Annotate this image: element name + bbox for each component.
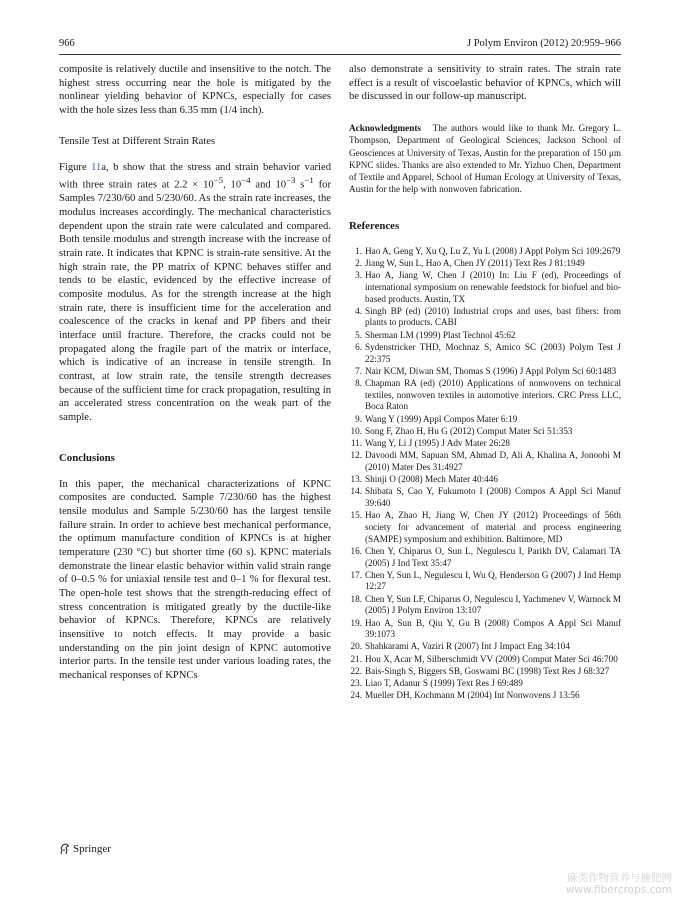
reference-item [349,246,621,258]
reference-item [349,414,621,426]
reference-number: 18. [350,593,362,604]
reference-item [349,366,621,378]
reference-text: Chapman RA (ed) (2010) Applications of nonwovens on technical textiles, nonwoven textiles in automotive interiors. CRC Press LLC, Boca Raton [365,377,621,412]
reference-item [349,306,621,329]
reference-number: 15. [350,510,362,521]
reference-item [349,666,621,678]
conclusions-paragraph: In this paper, the mechanical characterizations of KPNC composites are conducted. Sample 7/230/60 has the highest tensile modulus and Sample 5/230/60 has the largest tensile failure strain. In order to achieve best mechanical performance, the optimum manufacture condition of KPNCs is at higher temperature (230 °C) but shorter time (60 s). KPNC materials demonstrate the linear elastic behavior within valid strain range of 0–0.5 % for uniaxial tensile test and 0–1 % for flexural test. The open-hole test shows that the strength-reducing effect of stress concentration is mitigated greatly by the ductile-like behavior of KPNCs. Therefore, KPNCs are relatively insensitive to notch effects. It may provide a basic understanding on the pin joint design of KPNC automotive interior parts. In the tensile test under various loading rates, the mechanical responses of KPNCs [59,478,331,681]
text-run: and 10 [250,179,287,191]
reference-number: 4. [355,305,362,316]
text-run: for Samples 7/230/60 and 5/230/60. As the strain rate increases, the modulus increases accordingly. The mechanical characteristics dependent upon the strain rate were calculated and compared. Both tensile modulus and strength increase with the increase of strain rate. It indicates that KPNC is strain-rate sensitive. At the high strain rate, the PP matrix of KPNC behaves stiffer and tends to be elastic, evidenced by the effective increase of composite modulus. As for the strength increase at the high strain rate, there is insufficient time for the acceleration and coalescence of the cracks in kenaf and PP fibers and their interface until fracture. Therefore, the cracks could not be propagated along the fragile part of the matrix or interface, which is indicative of an increase in tensile strength. In contrast, at low strain rate, the tensile strength decreases because of the sufficient time for crack propagation, resulting in an accelerated stress concentration on the weak part of the sample. [59,179,331,423]
reference-number: 10. [350,425,362,436]
reference-text: Hao A, Zhao H, Jiang W, Chen JY (2012) Proceedings of 56th society for advancement of material and process engineering (SAMPE) symposium and exhibition. Baltimore, MD [365,510,621,544]
reference-item [349,510,621,545]
left-column [59,63,331,682]
exponent: −4 [241,175,251,186]
references-heading: References [349,219,400,232]
reference-text: Chen Y, Sun LF, Chiparus O, Negulescu I, Yachmenev V, Warnock M (2005) J Polym Environ 13:107 [365,593,622,616]
reference-number: 16. [350,545,362,556]
publisher-footer [59,843,111,855]
reference-number: 6. [355,341,362,352]
reference-text: Nair KCM, Diwan SM, Thomas S (1996) J Appl Polym Sci 60:1483 [365,365,617,376]
text-run: s [295,179,305,191]
reference-number: 7. [355,365,362,376]
reference-text: Hou X, Acar M, Silberschmidt VV (2009) Comput Mater Sci 46:700 [365,653,618,664]
right-column [349,63,621,702]
reference-number: 3. [355,270,362,281]
exponent: −5 [213,175,224,186]
reference-item [349,426,621,438]
reference-number: 20. [350,641,362,652]
reference-number: 13. [350,474,362,485]
ack-label: Acknowledgments [349,122,421,133]
reference-text: Chen Y, Chiparus O, Sun L, Negulescu I, Parikh DV, Calamari TA (2005) J Ind Text 35:47 [365,545,621,568]
reference-text: Davoodi MM, Sapuan SM, Ahmad D, Ali A, Khalina A, Jonoobi M (2010) Mater Des 31:4927 [365,450,621,472]
reference-text: Bais-Singh S, Biggers SB, Goswami BC (1998) Text Res J 68:327 [365,665,610,676]
reference-text: Sherman LM (1999) Plast Technol 45:62 [365,329,516,340]
reference-text: Mueller DH, Kochmann M (2004) Int Nonwovens J 13:56 [365,690,580,701]
page-number: 966 [59,38,75,49]
reference-text: Song F, Zhao H, Hu G (2012) Comput Mater Sci 51:353 [365,425,573,436]
reference-number: 9. [355,413,362,424]
reference-item [349,594,621,617]
header-rule [59,54,621,55]
reference-number: 14. [350,486,362,497]
reference-number: 19. [350,617,362,628]
text-run: a, b show that the stress and strain behavior varied with three strain rates at 2.2 × 10 [59,161,331,191]
reference-number: 8. [355,377,362,388]
reference-text: Chen Y, Sun L, Negulescu I, Wu Q, Henderson G (2007) J Ind Hemp 12:27 [365,569,621,592]
reference-text: Sydenstricker THD, Mochnaz S, Amico SC (2003) Polym Test J 22:375 [365,341,621,364]
reference-number: 1. [355,245,362,256]
intro-paragraph: composite is relatively ductile and insensitive to the notch. The highest stress occurring near the hole is mitigated by the nonlinear yielding behavior of KPNCs, especially for cases with the hole sizes less than 6.35 mm (1/4 inch). [59,64,331,116]
reference-number: 23. [350,678,362,689]
reference-item [349,641,621,653]
figure-link[interactable]: 11 [91,161,102,173]
reference-number: 21. [350,653,362,664]
reference-text: Hao A, Sun B, Qiu Y, Gu B (2008) Compos A Appl Sci Manuf 39:1073 [365,617,621,640]
reference-number: 5. [355,329,362,340]
reference-text: Singh BP (ed) (2010) Industrial crops and uses, bast fibers: from plants to products. CABI [365,305,621,328]
reference-text: Shahkarami A, Vaziri R (2007) Int J Impact Eng 34:104 [365,641,570,652]
reference-list [349,246,621,702]
reference-number: 24. [350,690,362,701]
reference-text: Shibata S, Cao Y, Fukumoto I (2008) Compos A Appl Sci Manuf 39:640 [365,486,621,509]
journal-citation: J Polym Environ (2012) 20:959–966 [467,38,621,49]
fig-prefix: Figure [59,161,92,173]
ack-text: The authors would like to thank Mr. Gregory L. Thompson, Department of Geological Sciences, Jackson School of Geosciences at University of Texas, Austin for the preparation of 150 μm KPNC slides. Thanks are also extended to Mr. Yizhuo Chen, Department of Textile and Apparel, School of Human Ecology at University of Texas, Austin for the help with nonwoven fabrication. [349,122,621,195]
reference-text: Liao T, Adanur S (1999) Text Res J 69:489 [365,678,523,689]
reference-item [349,270,621,305]
reference-item [349,678,621,690]
reference-text: Jiang W, Sun L, Hao A, Chen JY (2011) Text Res J 81:1949 [365,257,585,268]
reference-item [349,474,621,486]
strain-rate-paragraph [59,161,331,425]
reference-item [349,690,621,702]
reference-item [349,654,621,666]
watermark-line-url: www.fibercrops.com [565,884,672,896]
subsection-title: Tensile Test at Different Strain Rates [59,135,216,147]
acknowledgments [349,122,621,196]
watermark-line-cn: 麻类作物营养与施肥网 [567,872,672,884]
reference-item [349,486,621,509]
reference-item [349,546,621,569]
reference-item [349,618,621,641]
springer-horse-icon [59,843,70,855]
conclusions-heading: Conclusions [59,451,115,464]
reference-item [349,342,621,365]
reference-item [349,378,621,413]
reference-text: Shinji O (2008) Mech Mater 40:446 [365,474,498,485]
reference-number: 2. [355,257,362,268]
reference-item [349,570,621,593]
site-watermark [566,872,672,896]
reference-item [349,258,621,270]
reference-number: 17. [350,569,362,580]
reference-number: 11. [350,438,362,448]
reference-item [349,438,621,450]
reference-text: Wang Y (1999) Appl Compos Mater 6:19 [365,413,518,424]
exponent: −1 [304,175,314,186]
text-run: , 10 [223,179,242,191]
publisher-name: Springer [73,843,111,855]
reference-number: 12. [350,450,362,461]
reference-text: Hao A, Jiang W, Chen J (2010) In: Liu F (ed), Proceedings of international symposium on renewable feedstock for biofuel and bio-based products. Austin, TX [365,270,621,304]
reference-text: Hao A, Geng Y, Xu Q, Lu Z, Yu L (2008) J Appl Polym Sci 109:2679 [365,245,621,256]
reference-item [349,330,621,342]
continuation-paragraph: also demonstrate a sensitivity to strain rates. The strain rate effect is a result of viscoelastic behavior of KPNCs, which will be discussed in our follow-up manuscript. [349,64,621,103]
reference-text: Wang Y, Li J (1995) J Adv Mater 26:28 [365,438,510,448]
exponent: −3 [286,175,296,186]
reference-number: 22. [350,665,362,676]
reference-item [349,450,621,473]
